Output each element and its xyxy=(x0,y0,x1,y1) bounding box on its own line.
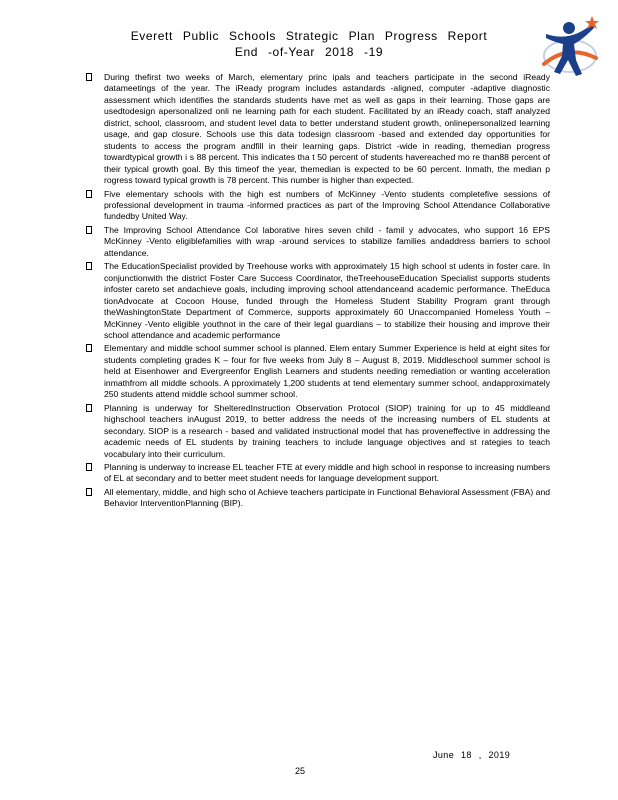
report-header xyxy=(0,28,618,60)
checkbox-bullet-icon xyxy=(86,344,92,352)
list-item: Five elementary schools with the high est numbers of McKinney -Vento students completefive sessions of professional development in trauma -informed practices as part of the Improving School Attendance Collaborative fundedby United Way. xyxy=(86,189,550,223)
report-title: Everett Public Schools Strategic Plan Progress Report xyxy=(130,29,488,43)
checkbox-bullet-icon xyxy=(86,73,92,81)
checkbox-bullet-icon xyxy=(86,226,92,234)
list-item: During thefirst two weeks of March, elementary princ ipals and teachers participate in the second iReady datameetings of the year. The iReady program includes astandards -aligned, computer -adaptive diagnostic assessment which identifies the standards students have met as well as gaps in their learning. Those gaps are usedtodesign apersonalized onli ne learning path for each student. Facilitated by an iReady coach, staff analyzed district, school, classroom, and student level data to better understand student growth, onlinepersonalized learning usage, and gap closure. Schools use this data todesign classroom -based and extended day opportunities for students to access the program andfill in their learning gaps. District -wide in reading, themedian progress towardtypical growth i s 88 percent. This indicates tha t 50 percent of students havereached mo re than88 percent of their typical growth goal. By this timeof the year, themedian is expected to be 60 percent. Inmath, the median p rogress toward typical growth is 78 percent. This number is higher than expected. xyxy=(86,72,550,187)
person-with-star-logo xyxy=(538,14,602,80)
list-item: Planning is underway to increase EL teacher FTE at every middle and high school in response to increasing numbers of EL at secondary and to better meet student needs for language development support. xyxy=(86,462,550,485)
list-item: Elementary and middle school summer school is planned. Elem entary Summer Experience is held at eight sites for students completing grades K – four for five weeks from July 8 – August 8, 2019. Middleschool summer school is held at Eisenhower and Evergreenfor English Learners and students needing remediation or wanting acceleration inmathfrom all middle schools. A pproximately 1,200 students at tend elementary summer school, andapproximately 250 students attend middle school summer school. xyxy=(86,343,550,400)
checkbox-bullet-icon xyxy=(86,190,92,198)
checkbox-bullet-icon xyxy=(86,488,92,496)
checkbox-bullet-icon xyxy=(86,262,92,270)
list-item: The Improving School Attendance Col laborative hires seven child - famil y advocates, who support 16 EPS McKinney -Vento eligiblefamilies with wrap -around services to stabilize families andaddress barriers to school attendance. xyxy=(86,225,550,259)
page-number: 25 xyxy=(294,766,305,776)
report-subtitle: End -of-Year 2018 -19 xyxy=(234,45,384,59)
report-date: June 18 , 2019 xyxy=(433,750,511,760)
list-item: All elementary, middle, and high scho ol Achieve teachers participate in Functional Behavioral Assessment (FBA) and Behavior InterventionPlanning (BIP). xyxy=(86,487,550,510)
checkbox-bullet-icon xyxy=(86,404,92,412)
list-item: The EducationSpecialist provided by Treehouse works with approximately 15 high school st udents in foster care. In conjunctionwith the district Foster Care Success Coordinator, theTreehouseEducation Specialist supports students infoster careto set andachieve goals, including improving school attendanceand academic performance. TheEduca tionAdvocate at Cocoon House, funded through the Homeless Student Stability Program grant through theWashingtonState Department of Commerce, supports approximately 60 Unaccompanied Homeless Youth – McKinney -Vento eligible youthnot in the care of their legal guardians – to stabilize their housing and improve their school attendance and academic performance xyxy=(86,261,550,341)
checkbox-bullet-icon xyxy=(86,463,92,471)
list-item: Planning is underway for ShelteredInstruction Observation Protocol (SIOP) training for up to 45 middleand highschool teachers inAugust 2019, to better address the needs of the increasing numbers of EL students at secondary. SIOP is a research - based and validated instructional model that has proveneffective in addressing the academic needs of EL students by training teachers to include language objectives and st rategies to teach vocabulary into their curriculum. xyxy=(86,403,550,460)
progress-bullet-list xyxy=(86,72,550,512)
